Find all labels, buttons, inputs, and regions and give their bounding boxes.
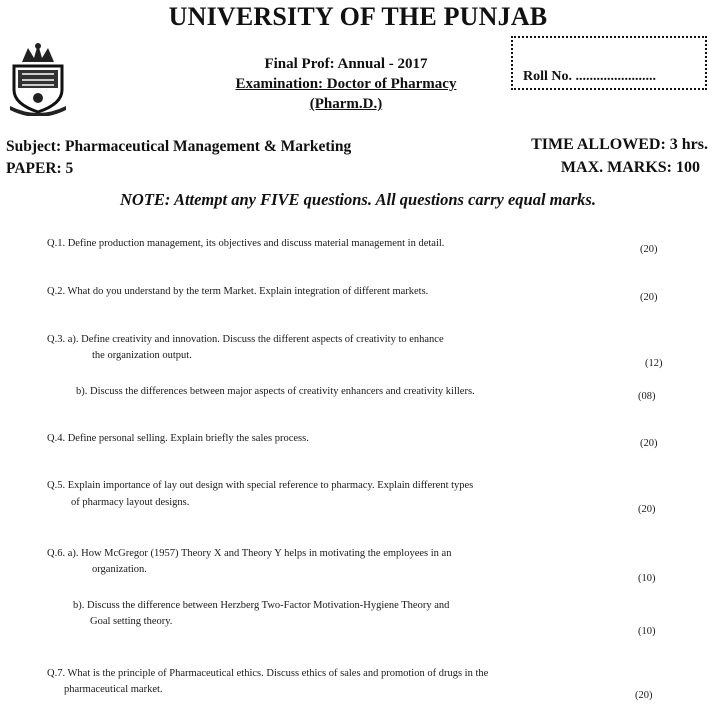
exam-program: Examination: Doctor of Pharmacy [235, 76, 457, 92]
subject-line: Subject: Pharmaceutical Management & Marketing [6, 138, 352, 155]
roll-number-field[interactable]: Roll No. ....................... [523, 69, 656, 84]
question-3a-cont: the organization output. [92, 350, 192, 361]
question-2: Q.2. What do you understand by the term Market. Explain integration of different markets. [47, 286, 429, 297]
question-1: Q.1. Define production management, its objectives and discuss material management in detail. [47, 238, 445, 249]
question-6b-cont: Goal setting theory. [90, 616, 173, 627]
question-6b-marks: (10) [638, 626, 656, 637]
question-4-marks: (20) [640, 438, 658, 449]
university-title: UNIVERSITY OF THE PUNJAB [168, 2, 548, 31]
question-6a-marks: (10) [638, 573, 656, 584]
paper-number: PAPER: 5 [6, 160, 74, 177]
question-3b-marks: (08) [638, 391, 656, 402]
question-5-cont: of pharmacy layout designs. [71, 497, 190, 508]
question-7: Q.7. What is the principle of Pharmaceutical ethics. Discuss ethics of sales and promotion of drugs in the [47, 668, 489, 679]
question-7-cont: pharmaceutical market. [64, 684, 163, 695]
university-crest-icon [8, 40, 68, 116]
question-4: Q.4. Define personal selling. Explain briefly the sales process. [47, 433, 309, 444]
question-3a-marks: (12) [645, 358, 663, 369]
question-5-marks: (20) [638, 504, 656, 515]
question-6a-cont: organization. [92, 564, 147, 575]
max-marks: MAX. MARKS: 100 [560, 159, 700, 176]
exam-details [196, 54, 496, 114]
question-2-marks: (20) [640, 292, 658, 303]
exam-note: NOTE: Attempt any FIVE questions. All questions carry equal marks. [120, 190, 596, 209]
question-3a: Q.3. a). Define creativity and innovation. Discuss the different aspects of creativity to enhance [47, 334, 444, 345]
question-7-marks: (20) [635, 690, 653, 701]
question-1-marks: (20) [640, 244, 658, 255]
question-6a: Q.6. a). How McGregor (1957) Theory X and Theory Y helps in motivating the employees in an [47, 548, 452, 559]
exam-degree: (Pharm.D.) [309, 96, 383, 112]
question-3b: b). Discuss the differences between major aspects of creativity enhancers and creativity killers. [76, 386, 475, 397]
question-5: Q.5. Explain importance of lay out design with special reference to pharmacy. Explain different types [47, 480, 474, 491]
question-6b: b). Discuss the difference between Herzberg Two-Factor Motivation-Hygiene Theory and [73, 600, 450, 611]
time-allowed: TIME ALLOWED: 3 hrs. [531, 136, 708, 153]
exam-session: Final Prof: Annual - 2017 [264, 56, 428, 72]
